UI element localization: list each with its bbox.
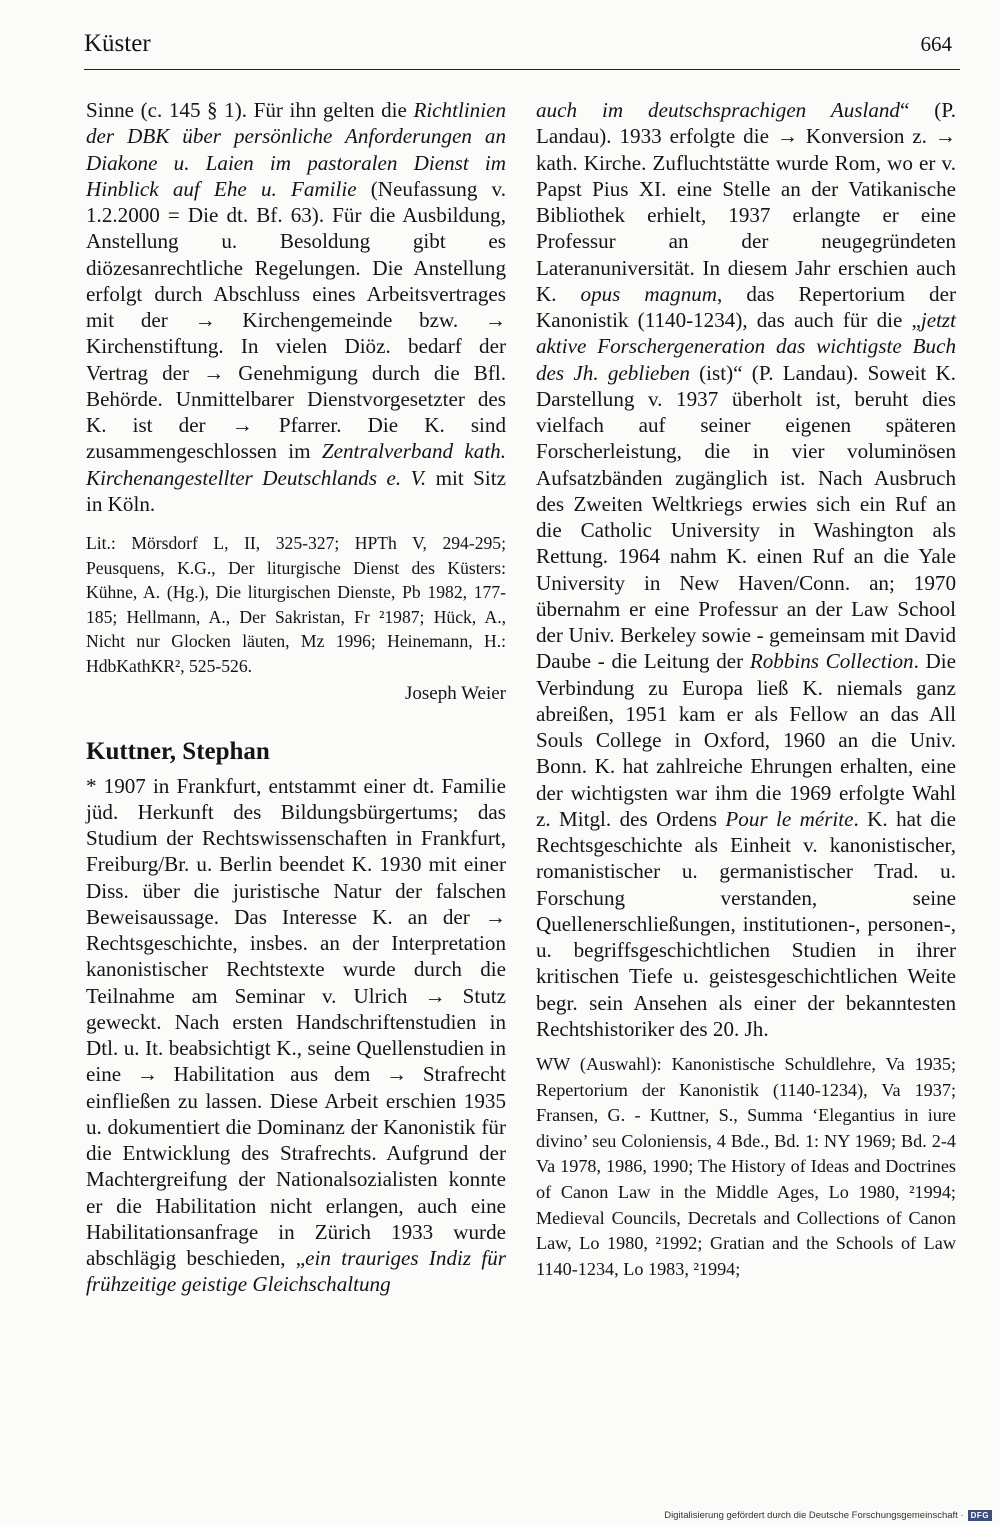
body-text: “ (P. Landau). 1933 erfolgte die → Konversion z. → kath. Kirche. Zufluchtstätte wurde Rom, wo er v. Papst Pius XI. eine Stelle an der Vatikanische Bibliothek erhielt, 1937 erlangte er eine Professur an der neugegründeten Lateranuniversität. In diesem Jahr erschien auch K.: [536, 98, 956, 306]
body-italic-quote: auch im deutschsprachigen Ausland: [536, 98, 900, 122]
entry-author: Joseph Weier: [404, 682, 506, 704]
entry-title: Kuttner, Stephan: [86, 737, 270, 765]
page-header: [84, 30, 960, 70]
body-text: (Neufassung v. 1.2.2000 = Die dt. Bf. 63). Für die Ausbildung, Anstellung u. Besoldung gibt es diözesanrechtliche Regelungen. Die Anstellung erfolgt durch Abschluss eines Arbeitsvertrages mit der → Kirchengemeinde bzw. → Kirchenstiftung. In vielen Diöz. bedarf der Vertrag der → Genehmigung durch die Bfl. Behörde. Unmittelbarer Dienstvorgesetzter des K. ist der → Pfarrer. Die K. sind zusammengeschlossen im: [86, 176, 506, 464]
body-text: . K. hat die Rechtsgeschichte als Einheit v. kanonistischer, romanistischer u. germanistischer Trad. u. Forschung verstanden, seine Quellenerschließungen, institutionen-, personen-, u. begriffsgeschichtlichen Studien in ihrer kritischen Tiefe u. geistesgeschichtlichen Weite begr. sein Ansehen als einer der bekanntesten Rechtshistoriker des 20. Jh.: [536, 806, 956, 1041]
body-italic-order: Pour le mérite: [725, 806, 854, 831]
body-italic-opus: opus magnum: [580, 281, 718, 306]
kuester-entry-continuation: [86, 97, 506, 517]
body-text: mit Sitz in Köln.: [86, 465, 506, 516]
kuttner-entry-continuation: [536, 97, 956, 1042]
digitization-footer: [664, 1510, 992, 1521]
body-italic-organisation: Zentralverband kath. Kirchenangestellter Deutschlands e. V.: [86, 439, 506, 490]
left-column: [86, 97, 506, 1298]
body-text: (ist)“ (P. Landau). Soweit K. Darstellung v. 1937 überholt ist, beruht dies vielfach auf seiner eigenen späteren Forscherleistung, die in vier voluminösen Aufsatzbänden zugänglich ist. Nach Ausbruch des Zweiten Weltkriegs erwies sich ein Ruf an die Catholic University in Washington als Rettung. 1964 nahm K. einen Ruf an die Yale University in New Haven/Conn. an; 1970 übernahm er eine Professur an der Law School der Univ. Berkeley sowie - gemeinsam mit David Daube - die Leitung der: [536, 360, 956, 674]
literature-list: Lit.: Mörsdorf L, II, 325-327; HPTh V, 294-295; Peusquens, K.G., Der liturgische Dienst des Küsters: Kühne, A. (Hg.), Die liturgischen Dienste, Pb 1982, 177-185; Hellmann, A., Der Sakristan, Fr ²1987; Hück, A., Nicht nur Glocken läuten, Mz 1996; Heinemann, H.: HdbKathKR², 525-526.: [86, 533, 506, 676]
body-italic-title: Richtlinien der DBK über persönliche Anforderungen an Diakone u. Laien im pastoralen Dienst im Hinblick auf Ehe u. Familie: [86, 98, 506, 201]
body-text: Sinne (c. 145 § 1). Für ihn gelten die: [86, 98, 414, 122]
footer-credit: Digitalisierung gefördert durch die Deutsche Forschungsgemeinschaft ·: [664, 1510, 964, 1521]
header-rule: [84, 69, 960, 70]
right-column: [536, 97, 956, 1282]
page-number: 664: [920, 32, 952, 56]
body-italic-quote: jetzt aktive Forschergeneration das wichtigste Buch des Jh. geblieben: [536, 308, 956, 385]
body-text: * 1907 in Frankfurt, entstammt einer dt. Familie jüd. Herkunft des Bildungsbürgertums; das Studium der Rechtswissenschaften in Frankfurt, Freiburg/Br. u. Berlin beendet K. 1930 mit einer Diss. über die juristische Natur der falschen Beweisaussage. Das Interesse K. an der → Rechtsgeschichte, insbes. an der Interpretation kanonistischer Rechtstexte wurde durch die Teilnahme am Seminar v. Ulrich → Stutz geweckt. Nach ersten Handschriftenstudien in Dtl. u. It. beabsichtigt K., seine Quellenstudien in eine → Habilitation aus dem → Strafrecht einfließen zu lassen. Diese Arbeit erschien 1935 u. dokumentiert die Dominanz der Kanonistik für die Entwicklung des Strafrechts. Aufgrund der Machtergreifung der Nationalsozialisten konnte er die Habilitation nicht erlangen, auch eine Habilitationsanfrage in Zürich 1933 wurde abschlägig beschieden, „: [86, 773, 506, 1271]
running-head-word: Küster: [84, 30, 151, 57]
body-italic-quote: ein trauriges Indiz für frühzeitige geistige Gleichschaltung: [86, 1246, 506, 1297]
works-list: WW (Auswahl): Kanonistische Schuldlehre, Va 1935; Repertorium der Kanonistik (1140-1234), Va 1937; Fransen, G. - Kuttner, S., Summa ‘Elegantius in iure divino’ seu Coloniensis, 4 Bde., Bd. 1: NY 1969; Bd. 2-4 Va 1978, 1986, 1990; The History of Ideas and Doctrines of Canon Law in the Middle Ages, Lo 1980, ²1994; Medieval Councils, Decretals and Collections of Canon Law, Lo 1980, ²1992; Gratian and the Schools of Law 1140-1234, Lo 1983, ²1994;: [536, 1054, 956, 1279]
dfg-logo: DFG: [968, 1510, 992, 1521]
body-text: , das Repertorium der Kanonistik (1140-1234), das auch für die „: [536, 281, 956, 332]
kuttner-entry-body: [86, 773, 506, 1298]
body-italic-collection: Robbins Collection: [749, 649, 914, 674]
body-text: . Die Verbindung zu Europa ließ K. niemals ganz abreißen, 1951 kam er als Fellow an das All Souls College in Oxford, 1960 an die Univ. Bonn. K. hat zahlreiche Ehrungen erhalten, eine der wichtigsten war ihm die 1969 erfolgte Wahl z. Mitgl. des Ordens: [536, 649, 956, 831]
